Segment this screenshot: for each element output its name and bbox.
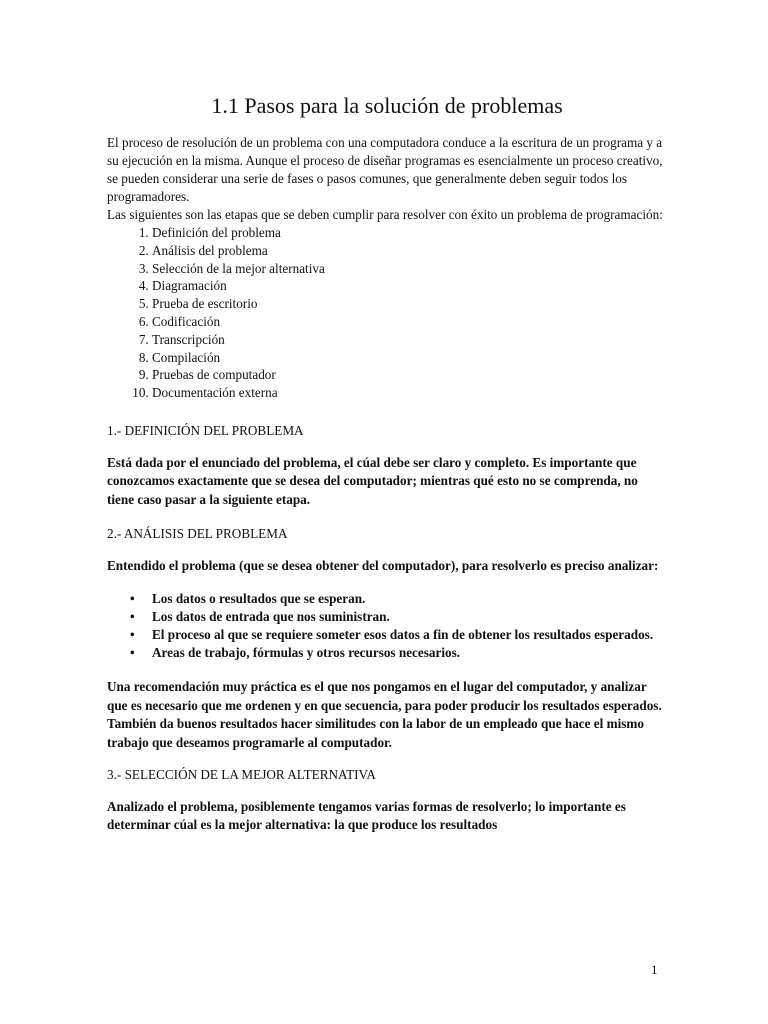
list-item (130, 644, 667, 662)
section3-heading: 3.- SELECCIÓN DE LA MEJOR ALTERNATIVA (107, 767, 376, 783)
list-item: 8. Compilación (152, 349, 667, 367)
section1-text: Está dada por el enunciado del problema, el cúal debe ser claro y completo. Es importante que conozcamos exactamente que se desea del computador; mientras qué esto no se comprenda, no tiene caso pasar a la siguiente etapa. (107, 454, 638, 507)
bullet-text: Los datos de entrada que nos suministran. (152, 608, 390, 624)
section3-text: Analizado el problema, posiblemente tengamos varias formas de resolverlo; lo importante es determinar cúal es la mejor alternativa: la que produce los resultados (107, 799, 626, 833)
bullet-text: Areas de trabajo, fórmulas y otros recursos necesarios. (152, 645, 461, 661)
steps-list (107, 224, 667, 402)
page-number: 1 (651, 962, 658, 977)
bullet-icon: • (130, 590, 135, 606)
section2-text: Entendido el problema (que se desea obtener del computador), para resolverlo es preciso analizar: (107, 558, 659, 574)
list-item (130, 626, 667, 644)
section2-heading: 2.- ANÁLISIS DEL PROBLEMA (107, 526, 288, 542)
list-item: 6. Codificación (152, 313, 667, 331)
list-item (130, 608, 667, 626)
bullet-icon: • (130, 627, 135, 642)
list-item: 4. Diagramación (152, 277, 667, 295)
list-item: 7. Transcripción (152, 331, 667, 349)
list-item: 3. Selección de la mejor alternativa (152, 260, 667, 278)
section1-heading: 1.- DEFINICIÓN DEL PROBLEMA (107, 422, 304, 438)
bullet-text: El proceso al que se requiere someter esos datos a fin de obtener los resultados esperados. (152, 627, 654, 642)
bullet-icon: • (130, 645, 135, 661)
bullet-icon: • (130, 608, 135, 624)
list-item (130, 590, 667, 608)
steps-intro: Las siguientes son las etapas que se deben cumplir para resolver con éxito un problema de programación: (107, 207, 663, 222)
list-item: 2. Análisis del problema (152, 242, 667, 260)
page-content (107, 92, 667, 835)
recommendation-paragraph: Una recomendación muy práctica es el que nos pongamos en el lugar del computador, y analizar que es necesario que me ordenen y en que secuencia, para poder producir los resultados esperados. También da buenos resultados hacer similitudes con la labor de un empleado que hace el mismo trabajo que deseamos programarle al computador. (107, 679, 662, 750)
list-item: 9. Pruebas de computador (152, 366, 667, 384)
list-item: 5. Prueba de escritorio (152, 295, 667, 313)
intro-paragraph: El proceso de resolución de un problema con una computadora conduce a la escritura de un programa y a su ejecución en la misma. Aunque el proceso de diseñar programas es esencialmente un proceso creativo, se pueden considerar una serie de fases o pasos comunes, que generalmente deben seguir todos los programadores. (107, 135, 663, 204)
page-title: 1.1 Pasos para la solución de problemas (211, 93, 563, 118)
list-item: 10. Documentación externa (152, 384, 667, 402)
list-item: 1. Definición del problema (152, 224, 667, 242)
analysis-bullet-list (107, 590, 667, 663)
bullet-text: Los datos o resultados que se esperan. (152, 590, 366, 606)
